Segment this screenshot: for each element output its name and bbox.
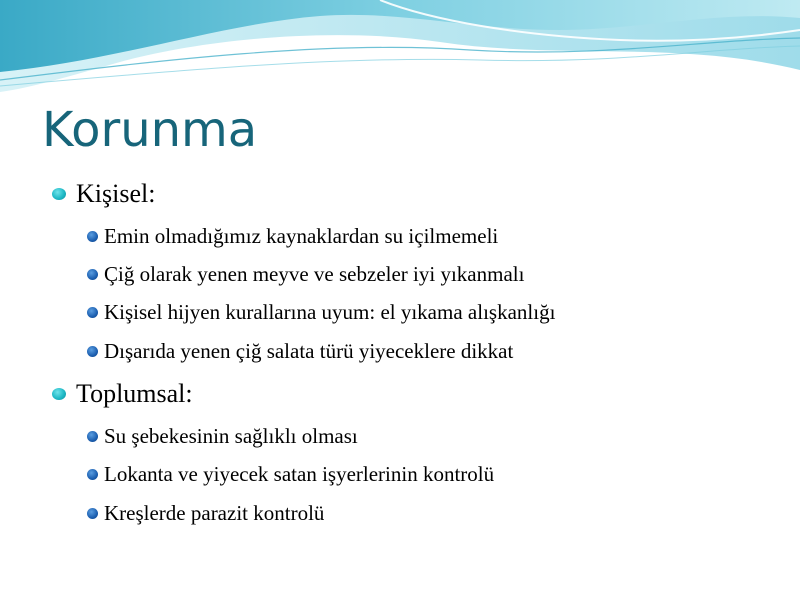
- bullet-icon: [87, 508, 98, 519]
- bullet-icon: [87, 307, 98, 318]
- bullet-icon: [52, 388, 66, 400]
- list-item-text: Dışarıda yenen çiğ salata türü yiyeceklere dikkat: [104, 338, 514, 363]
- bullet-icon: [87, 346, 98, 357]
- list-item: [87, 259, 524, 289]
- list-item: [87, 297, 555, 327]
- section-heading-text: Kişisel:: [76, 179, 156, 208]
- section-heading-text: Toplumsal:: [76, 379, 193, 408]
- bullet-icon: [87, 469, 98, 480]
- list-item: [87, 336, 513, 366]
- list-item-text: Kişisel hijyen kurallarına uyum: el yıkama alışkanlığı: [104, 299, 556, 324]
- list-item: [87, 421, 358, 451]
- list-item-text: Kreşlerde parazit kontrolü: [104, 500, 325, 525]
- list-item-text: Çiğ olarak yenen meyve ve sebzeler iyi yıkanmalı: [104, 261, 525, 286]
- list-item-text: Lokanta ve yiyecek satan işyerlerinin kontrolü: [104, 461, 495, 486]
- list-item-text: Su şebekesinin sağlıklı olması: [104, 423, 358, 448]
- section-heading-toplumsal: [52, 376, 193, 412]
- list-item: [87, 459, 494, 489]
- list-item: [87, 498, 324, 528]
- slide-title: Korunma: [42, 102, 258, 158]
- section-heading-kisisel: [52, 176, 155, 212]
- bullet-icon: [87, 431, 98, 442]
- list-item: [87, 221, 498, 251]
- bullet-icon: [52, 188, 66, 200]
- bullet-icon: [87, 269, 98, 280]
- list-item-text: Emin olmadığımız kaynaklardan su içilmemeli: [104, 223, 499, 248]
- bullet-icon: [87, 231, 98, 242]
